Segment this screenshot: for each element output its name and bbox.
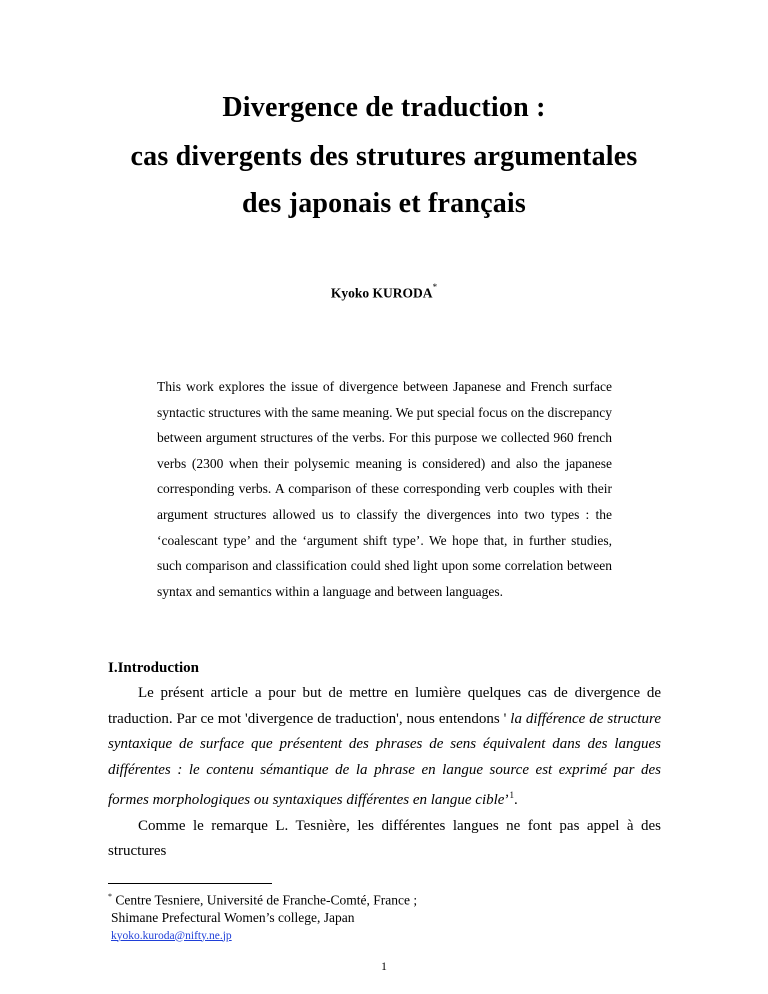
footnote-line-2: Shimane Prefectural Women’s college, Japan bbox=[111, 909, 355, 925]
footnote-ref-1[interactable]: 1 bbox=[509, 790, 514, 800]
paragraph-2: Comme le remarque L. Tesnière, les différentes langues ne font pas appel à des structures bbox=[108, 817, 661, 859]
author-line bbox=[0, 284, 768, 302]
author-footnote-marker: * bbox=[432, 282, 438, 292]
footnote bbox=[108, 888, 417, 945]
paragraph-1 bbox=[108, 681, 661, 814]
page-number: 1 bbox=[381, 961, 387, 973]
title-line-2: cas divergents des strutures argumentales bbox=[130, 141, 638, 172]
footnote-divider bbox=[108, 883, 272, 884]
author-name: Kyoko KURODA bbox=[330, 285, 433, 301]
footnote-line-1: Centre Tesniere, Université de Franche-Comté, France ; bbox=[112, 892, 418, 908]
abstract: This work explores the issue of divergence between Japanese and French surface syntactic structures with the same meaning. We put special focus on the discrepancy between argument structures of the verbs. For this purpose we collected 960 french verbs (2300 when their polysemic meaning is considered) and also the japanese corresponding verbs. A comparison of these corresponding verb couples with their argument structures allowed us to classify the divergences into two types : the ‘coalescant type’ and the ‘argument shift type’. We hope that, in further studies, such comparison and classification could shed light upon some correlation between syntax and semantics within a language and between languages. bbox=[157, 379, 612, 599]
section-heading: I.Introduction bbox=[108, 660, 199, 676]
paragraph-1-definition: la différence de structure syntaxique de surface que présentent des phrases de sens équivalent dans des langues différentes : le contenu sémantique de la phrase en langue source est exprimé par des formes morphologiques ou syntaxiques différentes en langue cible bbox=[108, 710, 661, 808]
footnote-marker: * bbox=[108, 892, 112, 901]
title-line-3: des japonais et français bbox=[241, 188, 527, 219]
footnote-affiliation-1 bbox=[108, 888, 417, 909]
paragraph-1-tail: . bbox=[513, 792, 518, 808]
email-link[interactable]: kyoko.kuroda@nifty.ne.jp bbox=[111, 929, 232, 942]
paragraph-1-close-quote: ’ bbox=[504, 792, 510, 808]
footnote-email-row bbox=[108, 926, 417, 945]
title-line-1: Divergence de traduction : bbox=[222, 92, 546, 123]
paragraph-1-start: Le présent article a pour but de mettre en lumière quelques cas de divergence de traduction. Par ce mot 'divergence de traduction', nous entendons ' bbox=[108, 685, 661, 727]
section-body bbox=[108, 681, 661, 865]
